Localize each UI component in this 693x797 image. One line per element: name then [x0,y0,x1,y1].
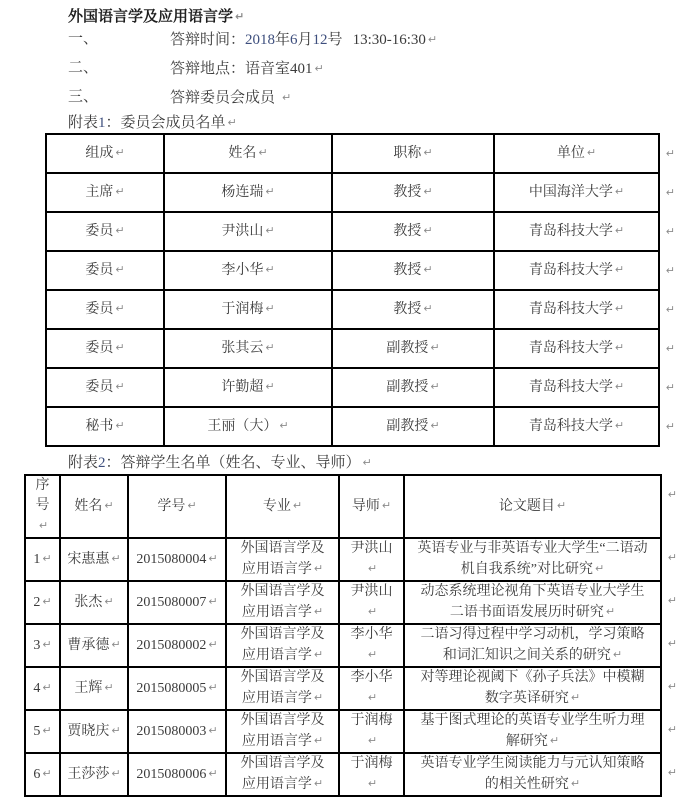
student-row [25,710,661,753]
time-month-unit: 月 [297,32,313,48]
time-month: 6 [290,32,298,48]
pilcrow-mark-icon: ↵ [362,456,372,469]
row-end-mark-icon: ↵ [665,147,675,160]
committee-row [46,173,659,212]
committee-label: 答辩委员会成员 [170,90,276,106]
t2-cell: 尹洪山↵ [339,581,404,624]
t1-cell: 委员 ↵ [46,251,164,290]
t1-cell: 副教授 ↵ [332,368,494,407]
t2-cell: 4 ↵ [25,667,60,710]
list-marker-2: 二、 [68,60,99,76]
pilcrow-mark-icon: ↵ [430,419,440,432]
student-row [25,667,661,710]
t1-cell: 青岛科技大学 ↵ ↵ [494,368,659,407]
time-day-unit: 号 [327,32,343,48]
row-end-mark-icon: ↵ [667,766,677,779]
t2-cell: 6 ↵ [25,753,60,796]
pilcrow-mark-icon: ↵ [423,263,433,276]
t1-cell: 张其云 ↵ [164,329,332,368]
committee-row [46,329,659,368]
pilcrow-mark-icon: ↵ [104,595,114,608]
t1-header-cell: 组成 ↵ [46,134,164,173]
t1-cell: 青岛科技大学 ↵ ↵ [494,290,659,329]
pilcrow-mark-icon: ↵ [612,648,623,661]
t2-header-cell: 姓名 ↵ [60,475,128,538]
pilcrow-mark-icon: ↵ [42,767,52,780]
t1-cell: 尹洪山 ↵ [164,212,332,251]
student-row [25,753,661,796]
t2-cell: 外国语言学及应用语言学 ↵ [226,538,339,581]
t1-cell: 委员 ↵ [46,368,164,407]
pilcrow-mark-icon: ↵ [292,499,303,512]
row-end-mark-icon: ↵ [665,225,675,238]
pilcrow-mark-icon: ↵ [279,419,289,432]
table2-caption-prefix: 附表 [68,455,99,471]
row-end-mark-icon: ↵ [665,420,675,433]
pilcrow-mark-icon: ↵ [111,724,121,737]
t2-cell: 2015080007 ↵ [128,581,226,624]
pilcrow-mark-icon: ↵ [367,777,378,790]
t1-cell: 王丽（大） ↵ [164,407,332,446]
pilcrow-mark-icon: ↵ [265,341,275,354]
table2-caption [68,453,693,473]
time-label: 答辩时间： [170,32,246,48]
t2-cell: 2015080003 ↵ [128,710,226,753]
pilcrow-mark-icon: ↵ [111,767,121,780]
pilcrow-mark-icon: ↵ [367,648,378,661]
t1-cell: 秘书 ↵ [46,407,164,446]
pilcrow-mark-icon: ↵ [208,552,218,565]
pilcrow-mark-icon: ↵ [115,185,125,198]
t2-cell: 外国语言学及应用语言学 ↵ [226,581,339,624]
pilcrow-mark-icon: ↵ [367,734,378,747]
t1-cell: 教授 ↵ [332,251,494,290]
t2-cell: 基于图式理论的英语专业学生听力理解研究 ↵ ↵ [404,710,661,753]
pilcrow-mark-icon: ↵ [614,224,625,237]
pilcrow-mark-icon: ↵ [595,562,605,575]
t2-header-cell: 导师 ↵ [339,475,404,538]
pilcrow-mark-icon: ↵ [313,562,324,575]
pilcrow-mark-icon: ↵ [423,146,433,159]
list-marker-3: 三、 [68,89,99,105]
pilcrow-mark-icon: ↵ [381,499,392,512]
pilcrow-mark-icon: ↵ [115,224,125,237]
t1-cell: 主席 ↵ [46,173,164,212]
t1-cell: 中国海洋大学 ↵ ↵ [494,173,659,212]
pilcrow-mark-icon: ↵ [423,224,433,237]
pilcrow-mark-icon: ↵ [265,380,275,393]
pilcrow-mark-icon: ↵ [115,146,125,159]
pilcrow-mark-icon: ↵ [111,552,121,565]
t1-cell: 青岛科技大学 ↵ ↵ [494,329,659,368]
t2-cell: 王莎莎 ↵ [60,753,128,796]
pilcrow-mark-icon: ↵ [430,380,440,393]
t2-cell: 贾晓庆 ↵ [60,710,128,753]
pilcrow-mark-icon: ↵ [549,734,560,747]
pilcrow-mark-icon: ↵ [115,380,125,393]
row-end-mark-icon: ↵ [667,488,677,501]
t2-cell: 张杰 ↵ [60,581,128,624]
students-table [24,474,677,797]
t2-cell: 2 ↵ [25,581,60,624]
row-end-mark-icon: ↵ [667,723,677,736]
pilcrow-mark-icon: ↵ [313,691,324,704]
pilcrow-mark-icon: ↵ [265,302,275,315]
t2-cell: 外国语言学及应用语言学 ↵ [226,710,339,753]
row-end-mark-icon: ↵ [667,680,677,693]
info-line-time [68,30,693,50]
t2-cell: 英语专业与非英语专业大学生“二语动机自我系统”对比研究 ↵ ↵ [404,538,661,581]
pilcrow-mark-icon: ↵ [570,777,581,790]
pilcrow-mark-icon: ↵ [227,116,237,129]
document-page [0,7,693,793]
pilcrow-mark-icon: ↵ [367,562,378,575]
t2-cell: 外国语言学及应用语言学 ↵ [226,753,339,796]
t1-cell: 委员 ↵ [46,329,164,368]
row-end-mark-icon: ↵ [665,186,675,199]
table1-caption [68,113,693,133]
pilcrow-mark-icon: ↵ [423,302,433,315]
pilcrow-mark-icon: ↵ [586,146,597,159]
pilcrow-mark-icon: ↵ [208,595,218,608]
table1-caption-rest: ：委员会成员名单 [105,115,226,131]
pilcrow-mark-icon: ↵ [614,419,625,432]
page-title [68,7,693,27]
pilcrow-mark-icon: ↵ [208,724,218,737]
t2-header-cell: 学号 ↵ [128,475,226,538]
student-row [25,538,661,581]
t1-header-cell: 姓名 ↵ [164,134,332,173]
committee-table [45,133,675,447]
pilcrow-mark-icon: ↵ [42,681,52,694]
t2-cell: 外国语言学及应用语言学 ↵ [226,667,339,710]
t1-header-cell: 单位 ↵ ↵ [494,134,659,173]
t1-cell: 于润梅 ↵ [164,290,332,329]
t2-cell: 李小华↵ [339,667,404,710]
pilcrow-mark-icon: ↵ [314,62,324,75]
row-end-mark-icon: ↵ [665,264,675,277]
t2-cell: 英语专业学生阅读能力与元认知策略的相关性研究 ↵ ↵ [404,753,661,796]
pilcrow-mark-icon: ↵ [556,499,567,512]
info-line-committee [68,88,693,108]
pilcrow-mark-icon: ↵ [614,263,625,276]
pilcrow-mark-icon: ↵ [605,605,616,618]
pilcrow-mark-icon: ↵ [313,648,324,661]
t1-cell: 副教授 ↵ [332,329,494,368]
t1-cell: 青岛科技大学 ↵ ↵ [494,212,659,251]
pilcrow-mark-icon: ↵ [367,605,378,618]
t1-cell: 教授 ↵ [332,290,494,329]
committee-row [46,212,659,251]
t2-cell: 2015080002 ↵ [128,624,226,667]
t1-cell: 青岛科技大学 ↵ ↵ [494,251,659,290]
t2-cell: 2015080004 ↵ [128,538,226,581]
t2-header-cell: 专业 ↵ [226,475,339,538]
t1-cell: 副教授 ↵ [332,407,494,446]
pilcrow-mark-icon: ↵ [115,302,125,315]
t2-cell: 李小华↵ [339,624,404,667]
table1-caption-number: 1 [98,115,106,131]
pilcrow-mark-icon: ↵ [115,263,125,276]
time-day: 12 [312,32,328,48]
info-line-place [68,59,693,79]
t1-cell: 教授 ↵ [332,212,494,251]
t2-cell: 动态系统理论视角下英语专业大学生二语书面语发展历时研究 ↵ ↵ [404,581,661,624]
t1-cell: 李小华 ↵ [164,251,332,290]
t2-cell: 曹承德 ↵ [60,624,128,667]
t1-cell: 教授 ↵ [332,173,494,212]
pilcrow-mark-icon: ↵ [208,767,218,780]
pilcrow-mark-icon: ↵ [423,185,433,198]
list-marker-1: 一、 [68,31,99,47]
t2-cell: 2015080006 ↵ [128,753,226,796]
pilcrow-mark-icon: ↵ [187,499,197,512]
t1-cell: 许勤超 ↵ [164,368,332,407]
pilcrow-mark-icon: ↵ [42,595,52,608]
pilcrow-mark-icon: ↵ [313,777,324,790]
t1-cell: 青岛科技大学 ↵ ↵ [494,407,659,446]
page-title-text: 外国语言学及应用语言学 [68,9,234,25]
committee-header-row [46,134,659,173]
t2-header-cell: 序号↵ [25,475,60,538]
time-year: 2018 [245,32,276,48]
info-line-place-text [170,59,324,79]
table2-caption-number: 2 [98,455,106,471]
pilcrow-mark-icon: ↵ [208,638,218,651]
t1-cell: 委员 ↵ [46,212,164,251]
table2-caption-rest: ：答辩学生名单（姓名、专业、导师） [105,455,361,471]
t1-header-cell: 职称 ↵ [332,134,494,173]
info-line-time-text [170,30,437,50]
time-year-unit: 年 [275,32,291,48]
t2-cell: 2015080005 ↵ [128,667,226,710]
row-end-mark-icon: ↵ [667,594,677,607]
pilcrow-mark-icon: ↵ [614,380,625,393]
t2-cell: 尹洪山↵ [339,538,404,581]
pilcrow-mark-icon: ↵ [313,605,324,618]
pilcrow-mark-icon: ↵ [282,91,292,104]
pilcrow-mark-icon: ↵ [614,185,625,198]
pilcrow-mark-icon: ↵ [208,681,218,694]
t2-cell: 王辉 ↵ [60,667,128,710]
time-range: 13:30-16:30 [352,32,426,48]
pilcrow-mark-icon: ↵ [265,185,275,198]
table1-caption-prefix: 附表 [68,115,99,131]
place-value: 语音室401 [245,61,313,77]
student-row [25,624,661,667]
t2-cell: 宋惠惠 ↵ [60,538,128,581]
committee-row [46,290,659,329]
committee-row [46,407,659,446]
t2-cell: 外国语言学及应用语言学 ↵ [226,624,339,667]
pilcrow-mark-icon: ↵ [104,681,114,694]
pilcrow-mark-icon: ↵ [265,263,275,276]
row-end-mark-icon: ↵ [667,637,677,650]
t2-cell: 对等理论视阈下《孙子兵法》中模糊数字英译研究 ↵ ↵ [404,667,661,710]
students-header-row [25,475,661,538]
t2-cell: 于润梅↵ [339,710,404,753]
pilcrow-mark-icon: ↵ [265,224,275,237]
pilcrow-mark-icon: ↵ [367,691,378,704]
t2-header-cell: 论文题目 ↵ ↵ [404,475,661,538]
t2-cell: 于润梅↵ [339,753,404,796]
row-end-mark-icon: ↵ [665,303,675,316]
pilcrow-mark-icon: ↵ [614,341,625,354]
pilcrow-mark-icon: ↵ [614,302,625,315]
pilcrow-mark-icon: ↵ [313,734,324,747]
pilcrow-mark-icon: ↵ [38,519,49,532]
row-end-mark-icon: ↵ [665,381,675,394]
pilcrow-mark-icon: ↵ [42,552,52,565]
info-line-committee-text [170,88,291,108]
t2-cell: 5 ↵ [25,710,60,753]
t2-cell: 3 ↵ [25,624,60,667]
pilcrow-mark-icon: ↵ [115,341,125,354]
pilcrow-mark-icon: ↵ [235,10,245,23]
row-end-mark-icon: ↵ [665,342,675,355]
pilcrow-mark-icon: ↵ [42,724,52,737]
pilcrow-mark-icon: ↵ [104,499,114,512]
place-label: 答辩地点： [170,61,246,77]
committee-row [46,368,659,407]
t1-cell: 杨连瑞 ↵ [164,173,332,212]
row-end-mark-icon: ↵ [667,551,677,564]
pilcrow-mark-icon: ↵ [115,419,125,432]
t2-cell: 二语习得过程中学习动机，学习策略和词汇知识之间关系的研究 ↵ ↵ [404,624,661,667]
pilcrow-mark-icon: ↵ [427,33,438,46]
pilcrow-mark-icon: ↵ [42,638,52,651]
pilcrow-mark-icon: ↵ [258,146,268,159]
pilcrow-mark-icon: ↵ [570,691,581,704]
committee-row [46,251,659,290]
t2-cell: 1 ↵ [25,538,60,581]
t1-cell: 委员 ↵ [46,290,164,329]
pilcrow-mark-icon: ↵ [430,341,440,354]
pilcrow-mark-icon: ↵ [111,638,121,651]
student-row [25,581,661,624]
